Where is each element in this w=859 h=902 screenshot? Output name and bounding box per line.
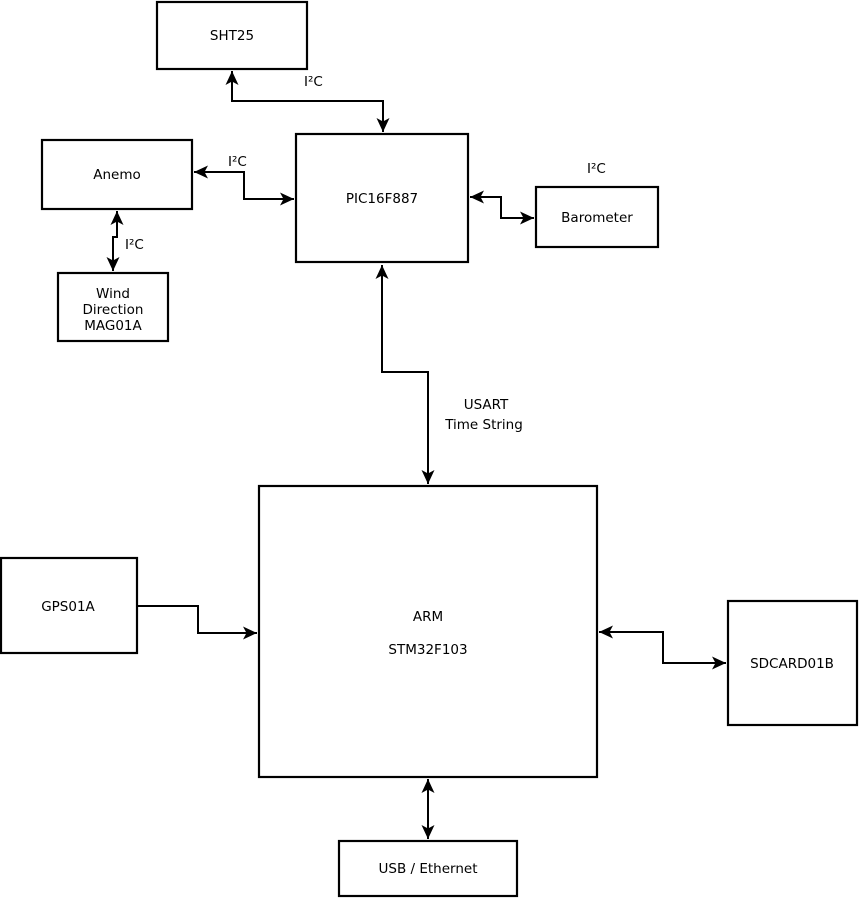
edge-label-i2c-sht25: I²C [304,74,323,90]
node-barometer-label: Barometer [561,210,633,226]
node-anemo-label: Anemo [93,167,141,183]
wire-anemo-pic [194,172,294,199]
wire-pic-barometer [470,197,534,218]
wire-pic-arm-usart [382,265,428,484]
node-usb-ethernet-label: USB / Ethernet [378,861,478,877]
node-sdcard01b-label: SDCARD01B [750,656,834,672]
node-gps01a-label: GPS01A [41,599,95,615]
wire-gps-arm [137,606,257,633]
edge-label-i2c-wind: I²C [125,237,144,253]
node-wind-direction-label-line1: Wind [96,286,130,302]
node-arm-label-line1: ARM [412,609,444,625]
wire-arm-sdcard [599,632,726,663]
edge-label-i2c-anemo-pic: I²C [228,154,247,170]
node-arm-stm32f103 [259,486,597,777]
node-arm-label-line2: STM32F103 [388,642,468,658]
node-sht25-label: SHT25 [209,28,255,44]
node-pic16f887-label: PIC16F887 [345,191,419,207]
edge-label-usart: USART [463,397,509,413]
edge-label-time-string: Time String [445,417,523,433]
wire-anemo-wind-direction [113,211,117,271]
node-wind-direction-label-line2: Direction [82,302,144,318]
node-wind-direction-label-line3: MAG01A [84,318,142,334]
edge-label-i2c-barometer: I²C [587,161,606,177]
